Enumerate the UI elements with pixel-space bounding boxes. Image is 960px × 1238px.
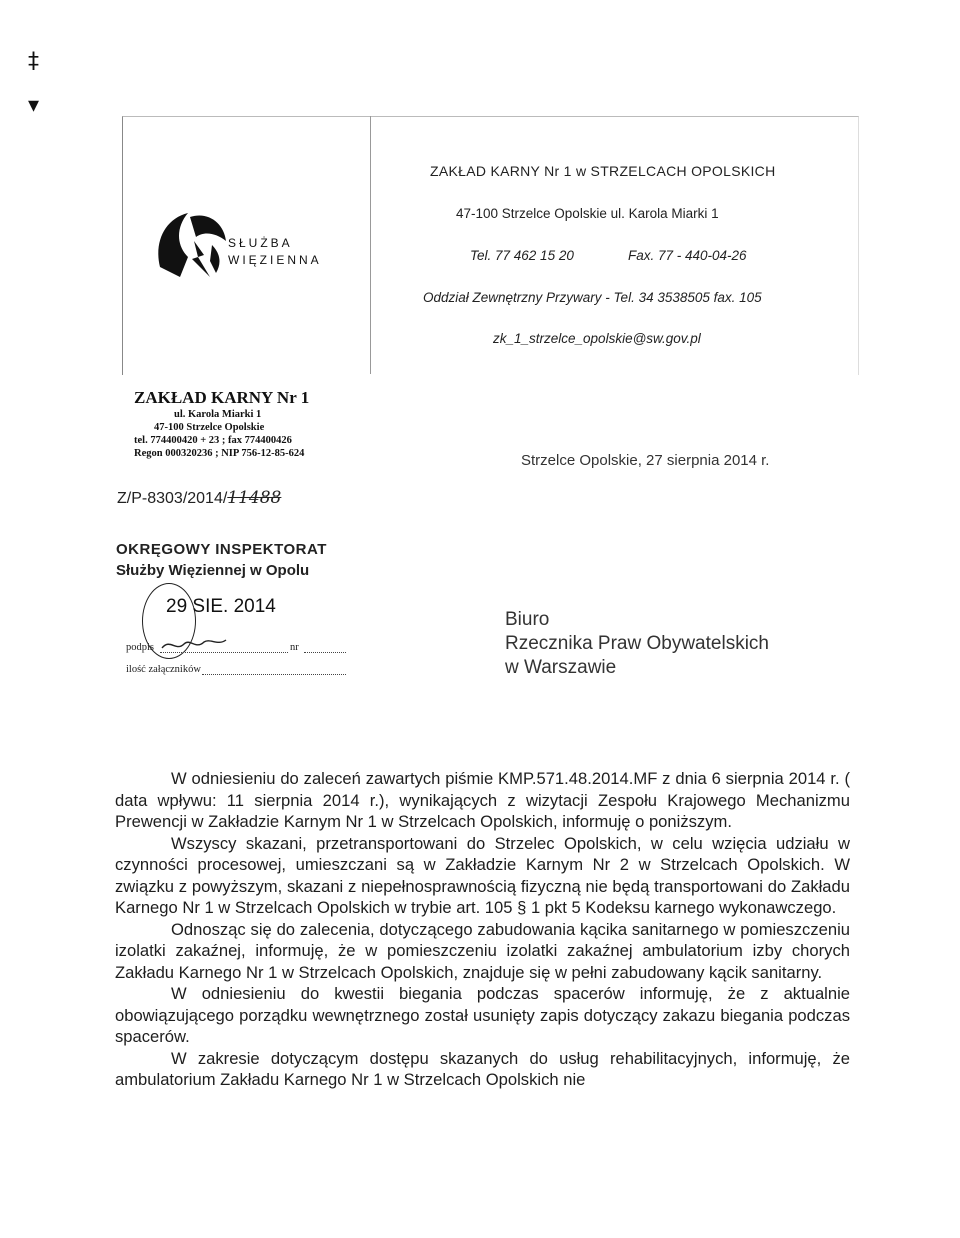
institution-name: ZAKŁAD KARNY Nr 1 w STRZELCACH OPOLSKICH: [430, 163, 776, 179]
logo: [150, 205, 360, 295]
stamp-street: ul. Karola Miarki 1: [174, 409, 262, 420]
inspectorate-title: OKRĘGOWY INSPEKTORAT: [116, 541, 327, 558]
stamp-ids: Regon 000320236 ; NIP 756-12-85-624: [134, 448, 305, 459]
institution-email: zk_1_strzelce_opolskie@sw.gov.pl: [493, 331, 701, 346]
prison-service-logo-icon: [150, 205, 230, 285]
attachments-label: ilość załączników: [126, 664, 201, 675]
recipient-line3: w Warszawie: [505, 657, 617, 678]
scan-mark-arrow-icon: ▾: [28, 93, 40, 118]
scan-mark-dagger-icon: ‡: [28, 49, 39, 74]
institution-fax: Fax. 77 - 440-04-26: [628, 248, 747, 263]
body-paragraph-5: W zakresie dotyczącym dostępu skazanych do usług rehabilitacyjnych, informuję, że ambulatorium Zakładu Karnego Nr 1 w Strzelcach Opolskich nie: [115, 1048, 850, 1089]
logo-text-line1: SŁUŻBA: [228, 236, 293, 250]
letter-date: Strzelce Opolskie, 27 sierpnia 2014 r.: [521, 452, 770, 469]
stamp-city: 47-100 Strzelce Opolskie: [154, 422, 265, 433]
inspectorate-subtitle: Służby Więziennej w Opolu: [116, 562, 310, 579]
case-reference-number: Z/P-8303/2014/: [117, 490, 228, 507]
scan-marks: [28, 40, 39, 128]
letterhead-divider: [370, 116, 371, 374]
logo-text-line2: WIĘZIENNA: [228, 253, 322, 267]
body-paragraph-3: Odnosząc się do zalecenia, dotyczącego zabudowania kącika sanitarnego w pomieszczeniu izolatki zakaźnej, informuję, że w pomieszczeniu izolatki zakaźnej ambulatorium izby chorych Zakładu Karnego Nr 1 w Strzelcach Opolskich, znajduje się w pełni zabudowany kącik sanitarny.: [115, 919, 850, 982]
body-paragraph-2: Wszyscy skazani, przetransportowani do Strzelec Opolskich, w celu wzięcia udziału w czynności procesowej, umieszczani są w Zakładzie Karnym Nr 2 w Strzelcach Opolskich. W związku z powyższym, skazani z niepełnosprawnością fizyczną nie będą transportowani do Zakładu Karnego Nr 1 w Strzelcach Opolskich w trybie art. 105 § 1 pkt 5 Kodeksu karnego wykonawczego.: [115, 833, 850, 917]
recipient-line1: Biuro: [505, 609, 550, 630]
stamp-phone: tel. 774400420 + 23 ; fax 774400426: [134, 435, 292, 446]
case-reference-handwritten: 11488: [227, 488, 282, 508]
signature-nr-label: nr: [290, 642, 299, 653]
signature-nr-line: [304, 652, 346, 653]
signature-label: podpis: [126, 642, 155, 653]
branch-contact: Oddział Zewnętrzny Przywary - Tel. 34 3538505 fax. 105: [423, 290, 762, 305]
body-paragraph-4: W odniesieniu do kwestii biegania podczas spacerów informuję, że z aktualnie obowiązującego porządku wewnętrznego został usunięty zapis dotyczący zakazu biegania podczas spacerów.: [115, 984, 850, 1046]
handwritten-signature-icon: [160, 636, 230, 654]
institution-address: 47-100 Strzelce Opolskie ul. Karola Miarki 1: [456, 206, 719, 221]
sender-stamp: [134, 388, 309, 460]
receipt-date: 29 SIE. 2014: [166, 596, 276, 617]
stamp-title: ZAKŁAD KARNY Nr 1: [134, 388, 310, 407]
letter-body: [115, 768, 850, 1091]
attachments-line: [202, 674, 346, 675]
case-reference: [117, 488, 281, 508]
body-paragraph-1: W odniesieniu do zaleceń zawartych piśmie KMP.571.48.2014.MF z dnia 6 sierpnia 2014 r. ( data wpływu: 11 sierpnia 2014 r.), wynikających z wizytacji Zespołu Krajowego Mechanizmu Prewencji w Zakładzie Karnym Nr 1 w Strzelcach Opolskich, informuję o poniższym.: [115, 769, 850, 831]
recipient-address: [505, 608, 769, 680]
recipient-line2: Rzecznika Praw Obywatelskich: [505, 633, 769, 654]
institution-phone: Tel. 77 462 15 20: [470, 248, 574, 263]
